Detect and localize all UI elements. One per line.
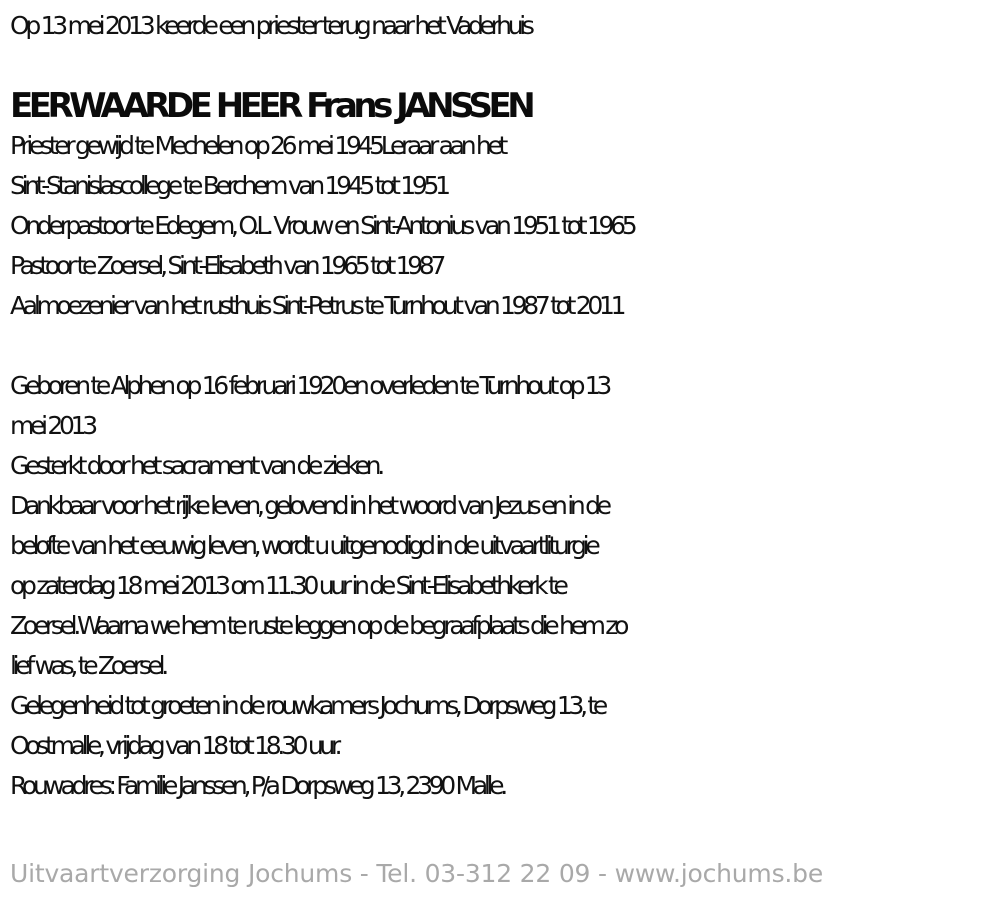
career-section [10, 126, 995, 326]
details-line: Geboren te Alphen op 16 februari 1920en overleden te Turnhout op 13 [10, 371, 609, 400]
obituary-notice [10, 6, 995, 806]
details-line: Gesterkt door het sacrament van de zieken. [10, 451, 381, 480]
deceased-name: EERWAARDE HEER Frans JANSSEN [10, 86, 532, 126]
details-line: Rouwadres: Familie Janssen, P/a Dorpsweg 13, 2390 Malle. [10, 771, 504, 800]
details-line: belofte van het eeuwig leven, wordt u uitgenodigd in de uitvaartliturgie [10, 531, 597, 560]
career-line: Aalmoezenier van het rusthuis Sint-Petrus te Turnhout van 1987 tot 2011 [10, 291, 623, 320]
details-line: Zoersel.Waarna we hem te ruste leggen op de begraafplaats die hem zo [10, 611, 626, 640]
details-line: lief was, te Zoersel. [10, 651, 165, 680]
funeral-home-footer: Uitvaartverzorging Jochums - Tel. 03-312 22 09 - www.jochums.be [10, 859, 824, 888]
career-line: Onderpastoor te Edegem, O.L. Vrouw en Sint-Antonius van 1951 tot 1965 [10, 211, 634, 240]
details-section [10, 366, 995, 806]
details-line: mei 2013 [10, 411, 94, 440]
intro-line: Op 13 mei 2013 keerde een priester terug naar het Vaderhuis [10, 11, 531, 40]
details-line: op zaterdag 18 mei 2013 om 11.30 uur in de Sint-Elisabethkerk te [10, 571, 565, 600]
career-line: Sint-Stanislascollege te Berchem van 1945 tot 1951 [10, 171, 447, 200]
career-line: Pastoor te Zoersel, Sint-Elisabeth van 1965 tot 1987 [10, 251, 443, 280]
career-line: Priester gewijd te Mechelen op 26 mei 1945Leraar aan het [10, 131, 505, 160]
details-line: Dankbaar voor het rijke leven, gelovend in het woord van Jezus en in de [10, 491, 608, 520]
details-line: Oostmalle, vrijdag van 18 tot 18.30 uur. [10, 731, 339, 760]
details-line: Gelegenheid tot groeten in de rouwkamers Jochums, Dorpsweg 13, te [10, 691, 604, 720]
